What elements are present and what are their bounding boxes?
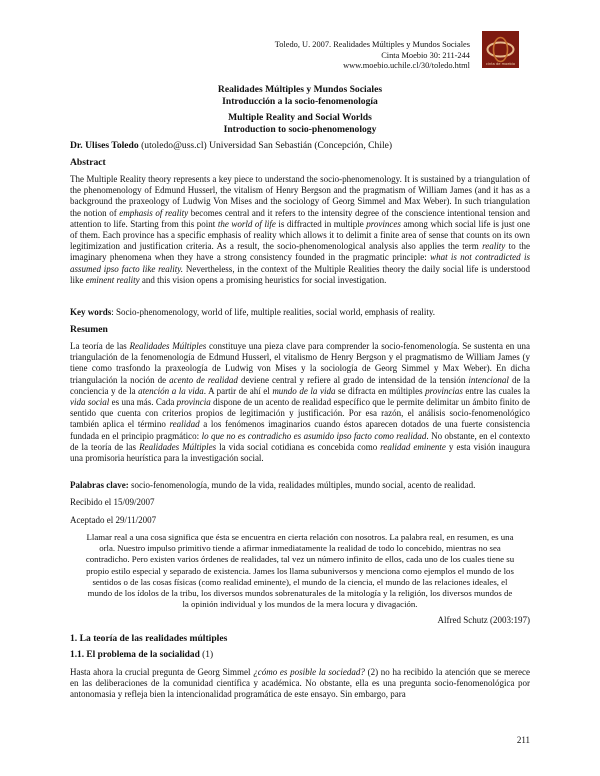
title-es-line1: Realidades Múltiples y Mundos Sociales <box>217 84 383 95</box>
epigraph-source: Alfred Schutz (2003:197) <box>437 615 530 625</box>
body-paragraph: Hasta ahora la crucial pregunta de Georg Simmel ¿cómo es posible la sociedad? (2) no ha recibido la atención que se merece en las deliberaciones de la comunidad científica y académica. No obstante, ella es una pregunta socio-fenomenológica por antonomasia y refleja bien la intencionalidad programática de este ensayo. Sin embargo, para <box>70 667 530 700</box>
citation-line: Toledo, U. 2007. Realidades Múltiples y Mundos Sociales <box>274 40 470 49</box>
keywords-text: : Socio-phenomenology, world of life, multiple realities, social world, emphasis of reality. <box>111 307 436 317</box>
title-es-line2: Introducción a la socio-fenomenología <box>222 96 378 107</box>
logo-text: cinta de moebio <box>485 62 516 66</box>
epigraph-quote: Llamar real a una cosa significa que ésta se encuentra en cierta relación con nosotros. La palabra real, en resumen, es una orla. Nuestro impulso primitivo tiende a afirmar inmediatamente la realidad de todo lo concebido, mientras no sea contradicho. Pero existen varios órdenes de realidades, tal vez un número infinito de ellos, cada uno de los cuales tiene su propio estilo especial y separado de existencia. James los llama subuniversos y menciona como ejemplos el mundo de los sentidos o de las cosas físicas (como realidad eminente), el mundo de la ciencia, el mundo de las relaciones ideales, el mundo de los ídolos de la tribu, los diversos mundos sobrenaturales de la mitología y la religión, los diversos mundos de la opinión individual y los mundos de la mera locura y divagación. <box>85 532 515 610</box>
section-heading: 1. La teoría de las realidades múltiples <box>70 633 228 644</box>
author-name: Dr. Ulises Toledo <box>70 140 139 151</box>
abstract-text: The Multiple Reality theory represents a key piece to understand the socio-phenomenology. It is sustained by a triangulation of the phenomenology of Edmund Husserl, the vitalism of Henry Bergson and the pragmatism of William James (and it has as a background the praxeology of Ludwig Von Mises and the sociology of Georg Simmel and Max Weber). In such triangulation the notion of emphasis of reality becomes central and it refers to the intensity degree of the conscience intentional tension and attention to life. Starting from this point the world of life is diffracted in multiple provinces among which social life is just one of them. Each province has a specific emphasis of reality which allows it to delimit a finite area of sense that counts on its own legitimization and justification criteria. As a result, the socio-phenomenological analysis also applies the term reality to the imaginary phenomena when they have a strong consistency founded in the pragmatic principle: what is not contradicted is assumed ipso facto like reality. Nevertheless, in the context of the Multiple Realities theory the daily social life is understood like eminent reality and this vision opens a promising heuristics for social investigation. <box>70 174 530 285</box>
received-date: Recibido el 15/09/2007 <box>70 497 155 507</box>
resumen-heading: Resumen <box>70 324 108 335</box>
title-en-line2: Introduction to socio-phenomenology <box>223 124 377 135</box>
abstract-heading: Abstract <box>70 157 106 168</box>
journal-logo <box>482 31 519 68</box>
author-line <box>70 140 530 151</box>
palabras-clave-text: socio-fenomenología, mundo de la vida, realidades múltiples, mundo social, acento de realidad. <box>128 480 476 490</box>
moebio-logo-icon <box>482 31 519 68</box>
journal-url-line[interactable]: www.moebio.uchile.cl/30/toledo.html <box>343 61 470 70</box>
keywords-line <box>70 307 530 318</box>
journal-issue-line: Cinta Moebio 30: 211-244 <box>381 50 470 60</box>
accepted-date: Aceptado el 29/11/2007 <box>70 515 157 525</box>
running-header <box>275 40 470 72</box>
palabras-clave-label: Palabras clave: <box>70 480 129 490</box>
palabras-clave-line <box>70 480 530 491</box>
subsection-heading: 1.1. El problema de la socialidad (1) <box>70 650 214 660</box>
english-title <box>70 112 530 136</box>
page-number: 211 <box>516 735 530 745</box>
resumen-text: La teoría de las Realidades Múltiples constituye una pieza clave para comprender la socio-fenomenología. Se sustenta en una triangulación de la fenomenología de Edmund Husserl, el vitalismo de Henry Bergson y el pragmatismo de William James (y tiene como trasfondo la praxeología de Ludwig von Mises y la sociología de Georg Simmel y Max Weber). En dicha triangulación la noción de acento de realidad deviene central y refiere al grado de intensidad de la tensión intencional de la conciencia y de la atención a la vida. A partir de ahí el mundo de la vida se difracta en múltiples provincias entre las cuales la vida social es una más. Cada provincia dispone de un acento de realidad específico que le permite delimitar un ámbito finito de sentido que cuenta con criterios propios de legitimación y justificación. Por esa razón, el análisis socio-fenomenológico también aplica el término realidad a los fenómenos imaginarios cuando éstos aparecen dotados de una fuerte consistencia fundada en el principio pragmático: lo que no es contradicho es asumido ipso facto como realidad. No obstante, en el contexto de la teoría de las Realidades Múltiples la vida social cotidiana es concebida como realidad eminente y esta visión inaugura una promisoria heurística para la investigación social. <box>70 341 531 464</box>
spanish-title <box>70 84 530 108</box>
keywords-label: Key words <box>70 307 112 317</box>
author-details: (utoledo@uss.cl) Universidad San Sebastián (Concepción, Chile) <box>141 140 393 151</box>
title-en-line1: Multiple Reality and Social Worlds <box>228 112 372 123</box>
